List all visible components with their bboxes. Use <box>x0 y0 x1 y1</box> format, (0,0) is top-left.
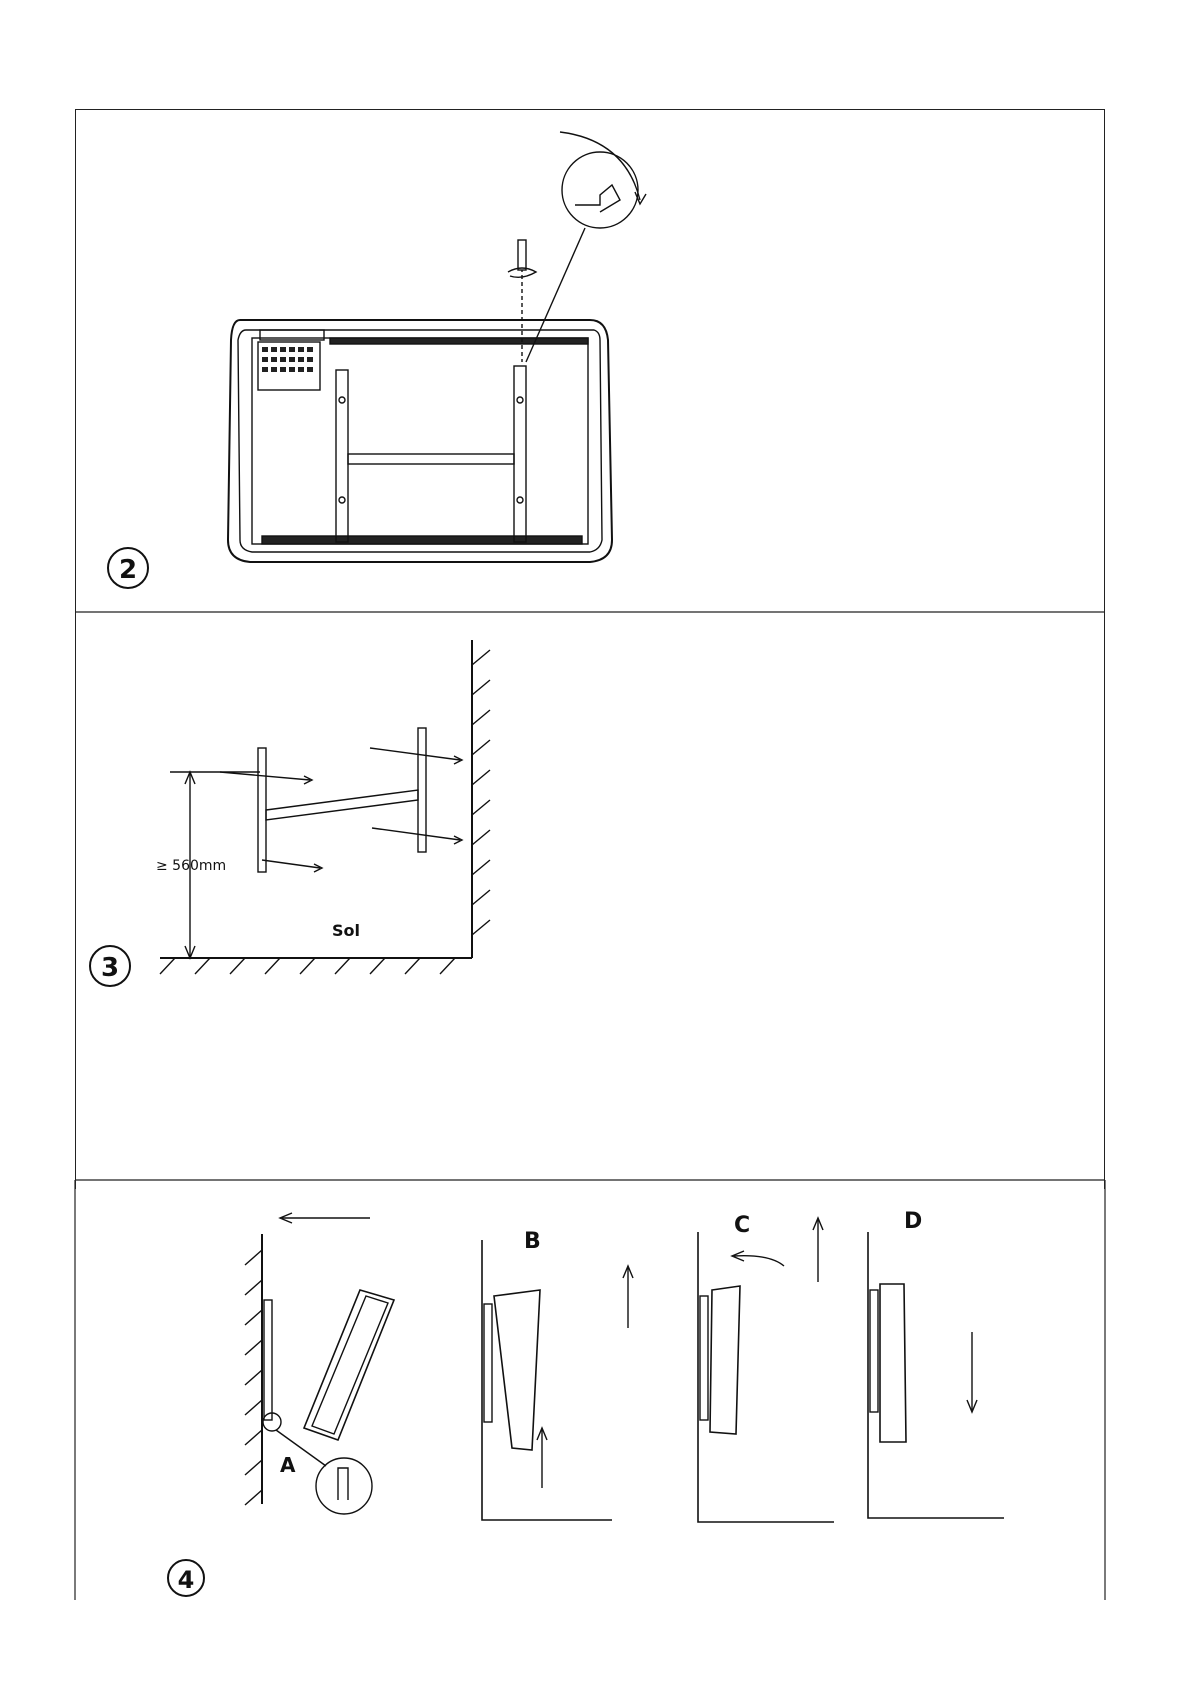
step3-number: 3 <box>100 953 120 983</box>
bracket3-left-rail <box>258 748 266 872</box>
stage-a-heater <box>304 1290 394 1440</box>
stage-a-zoom-hook <box>338 1468 348 1500</box>
stage-b-bracket <box>484 1304 492 1422</box>
floor-label: Sol <box>332 921 360 940</box>
stage-c-wall-floor <box>698 1232 834 1522</box>
bottom-vent-strip <box>262 536 582 544</box>
stage-a-zoom-circle <box>316 1458 372 1514</box>
top-vent-strip <box>330 338 588 344</box>
bracket-crossbar <box>348 454 514 464</box>
stage-c-bracket <box>700 1296 708 1420</box>
stage-a-wall-hatching <box>245 1250 262 1505</box>
turn-arrow <box>560 132 640 200</box>
stage-a-bracket <box>264 1300 272 1420</box>
screwdriver-handle <box>518 240 526 270</box>
stage-b-label: B <box>524 1229 541 1254</box>
bracket-left-rail <box>336 370 348 542</box>
stage-c-label: C <box>734 1213 751 1238</box>
stage-d-bracket <box>870 1290 878 1412</box>
step4-number: 4 <box>177 1566 195 1594</box>
heater-body-outline <box>228 320 612 562</box>
floor-hatching <box>160 958 455 974</box>
zoom-latch <box>575 185 620 212</box>
stage-d-label: D <box>904 1209 923 1234</box>
zoom-detail-circle <box>562 152 638 228</box>
step2-panel <box>108 132 646 588</box>
bracket-right-rail <box>514 366 526 542</box>
step2-number: 2 <box>118 555 138 585</box>
wall-hatching <box>472 650 490 935</box>
stage-d-wall-floor <box>868 1232 1004 1518</box>
stage-c-heater <box>710 1286 740 1434</box>
bracket3-crossbar <box>266 790 418 820</box>
height-label: ≥ 560mm <box>156 858 227 874</box>
terminal-holes <box>262 347 313 372</box>
stage-d-heater <box>880 1284 906 1442</box>
heater-inner-frame <box>238 330 602 552</box>
bracket3-right-rail <box>418 728 426 852</box>
stage-b-heater <box>494 1290 540 1450</box>
stage-c-curved-arrow <box>734 1256 784 1266</box>
stage-a-label: A <box>280 1453 296 1477</box>
stage-b-wall-floor <box>482 1240 612 1520</box>
step4-panel <box>168 1213 1004 1596</box>
step3-panel <box>90 640 490 986</box>
